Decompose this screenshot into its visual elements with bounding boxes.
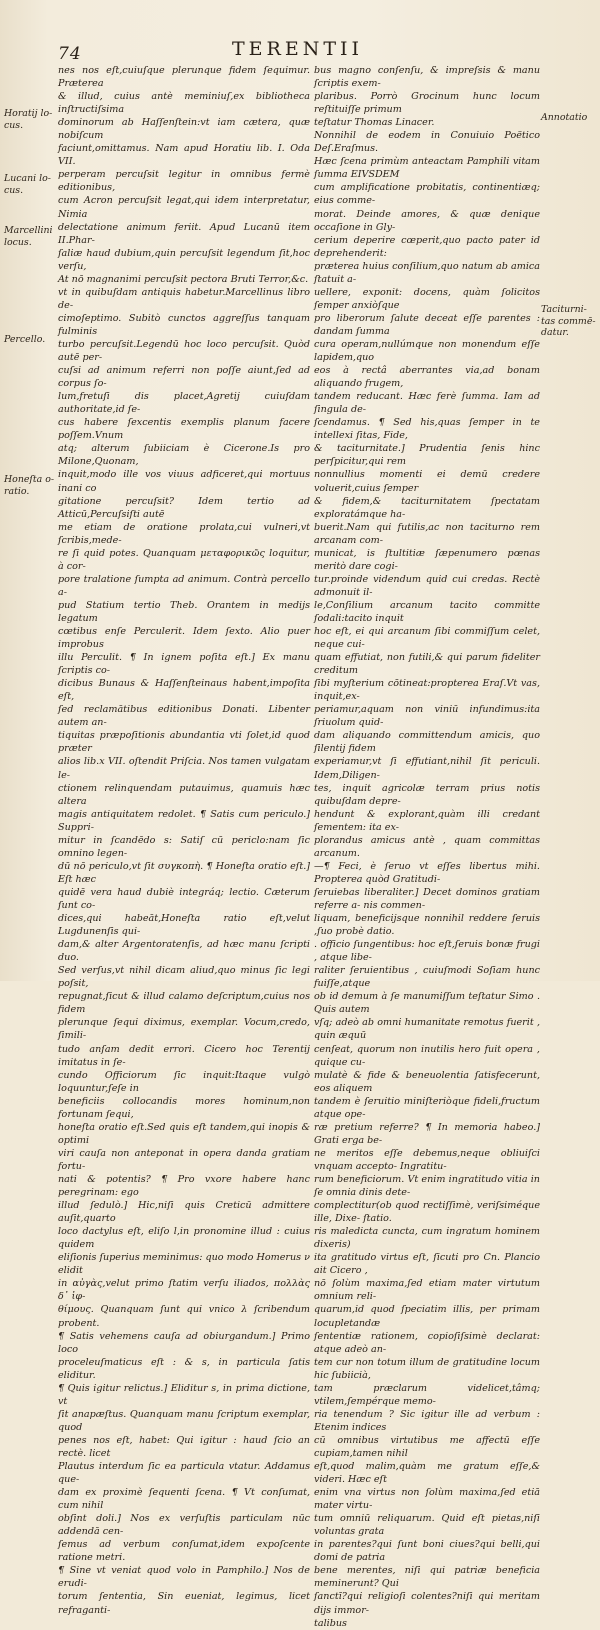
right-column-line: municat, is ſtultitiæ ſæpenumero pœnas meritò dare cogi- — [314, 547, 540, 572]
left-column-line: mitur in ſcandēdo s: Satiſ cū periclo:nam ſic omnino legen- — [58, 834, 310, 859]
right-column-line: liquam, beneficijsque nonnihil reddere ſeruis ,ſuo probè datio. — [314, 913, 540, 938]
right-column-line: præterea huius conſilium,quo natum ab amica ſtatuit a- — [314, 260, 540, 285]
left-column-line: cœtibus enſe Perculerit. Idem ſexto. Alio puer improbus — [58, 626, 310, 651]
margin-note-lucanus: Lucani lo- cus. — [4, 173, 51, 196]
left-column-line: ſemus ad verbum conſumat,idem expoſcente ratione metri. — [58, 1539, 310, 1564]
right-column-line: ria tenendum ? Sic igitur ille ad verbum : Etenim indices — [314, 1408, 540, 1433]
left-column-line: me etiam de oratione prolata,cui vulneri,vt ſcribis,mede- — [58, 521, 310, 546]
right-column-line: tes, inquit agricolæ terram prius notis quibuſdam depre- — [314, 782, 540, 807]
right-column-line: & fidem,& taciturnitatem ſpectatam exploratámque ha- — [314, 495, 540, 520]
left-column-line: dam ex proximè ſequenti ſcena. ¶ Vt conſumat, cum nihil — [58, 1487, 310, 1512]
left-column-line: & illud, cuius antè meminiuſ,ex bibliotheca inſtructiſsima — [58, 91, 310, 116]
right-column-line: mulatè & fide & beneuolentia ſatisfecerunt, eos aliquem — [314, 1069, 540, 1094]
left-column-line: dam,& alter Argentoratenſis, ad hæc manu ſcripti duo. — [58, 939, 310, 964]
right-column-line: ob id demum à ſe manumiſſum teſtatur Simo . Quis autem — [314, 991, 540, 1016]
left-column-line: re ſi quid potes. Quanquam μεταφορικῶς loquitur, à cor- — [58, 547, 310, 572]
right-column-line: cū omnibus virtutibus me affectū eſſe cupiam,tamen nihil — [314, 1434, 540, 1459]
left-column-line: delectatione animum feriit. Apud Lucanū item II.Phar- — [58, 221, 310, 246]
right-column-line: teſtatur Thomas Linacer. — [314, 117, 435, 129]
left-column-line: cundo Officiorum ſic inquit:Itaque vulgò loquuntur,ſeſe in — [58, 1069, 310, 1094]
left-column-line: magis antiquitatem redolet. ¶ Satis cum periculo.] Suppri- — [58, 808, 310, 833]
left-column-line: proceleuſmaticus eſt : & s, in particula ſatis eliditur. — [58, 1356, 310, 1381]
right-column-line: quarum,id quod ſpeciatim illis, per primam locupletandæ — [314, 1304, 540, 1329]
right-text-column — [314, 64, 540, 1630]
left-column-line: cum Acron percuſsit legat,qui idem interpretatur, Nimia — [58, 195, 310, 220]
margin-note-annotatio: Annotatio — [541, 112, 588, 123]
right-column-line: rum beneficiorum. Vt enim ingratitudo vitia in ſe omnia dinis dete- — [314, 1173, 540, 1199]
left-column-line: inquit,modo ille vos viuus adficeret,qui mortuus inani co — [58, 469, 310, 494]
left-column-line: ſit anapæſtus. Quanquam manu ſcriptum exemplar, quod — [58, 1408, 310, 1433]
margin-note-horatius: Horatij lo- cus. — [4, 108, 53, 131]
right-column-line: enim vna virtus non ſolùm maxima,ſed etiā mater virtu- — [314, 1487, 540, 1512]
left-column-line: turbo percuſsit.Legendū hoc loco percuſsit. Quòd autē per- — [58, 338, 310, 364]
right-column-line: tum omniū reliquarum. Quid eſt pietas,niſi voluntas grata — [314, 1513, 540, 1538]
right-column-line: ſibi myſterium cōtineat:propterea Eraſ.Vt vas, inquit,ex- — [314, 678, 540, 703]
left-column-line: Plautus interdum ſic ea particula vtatur. Addamus que- — [58, 1461, 310, 1486]
left-column-line: repugnat,ſicut & illud calamo deſcriptum,cuius nos fidem — [58, 991, 310, 1016]
right-column-line: uellere, exponit: docens, quàm ſolicitos ſemper anxiòſque — [314, 286, 540, 311]
right-column-line: buerit.Nam qui futilis,ac non taciturno rem arcanam com- — [314, 521, 540, 546]
left-column-line: honeſta oratio eſt.Sed quis eſt tandem,qui inopis & optimi — [58, 1121, 310, 1146]
right-column-line: morat. Deinde amores, & quæ denique occaſione in Gly- — [314, 208, 540, 233]
left-column-line: torum ſententia, Sin eueniat, legimus, licet refraganti- — [58, 1591, 310, 1616]
left-column-line: lum,fretuſi dis placet,Agretij cuiuſdam authoritate,id ſe- — [58, 391, 310, 416]
left-column-line: tudo anſam dedit errori. Cicero hoc Terentij imitatus in ſe- — [58, 1043, 310, 1068]
right-column-line: hoc eſt, ei qui arcanum ſibi commiſſum celet, neque cui- — [314, 626, 540, 651]
right-column-line: tandem è ſeruitio miniſteriòque fideli,fructum atque ope- — [314, 1095, 540, 1120]
left-column-line: cus habere ſexcentis exemplis planum facere poſſem.Vnum — [58, 417, 310, 442]
left-column-line: plerunque ſequi diximus, exemplar. Vocum,credo, ſimili- — [58, 1017, 310, 1042]
left-column-line: viri cauſa non anteponat in opera danda gratiam fortu- — [58, 1147, 310, 1172]
right-column-line: nonnullius momenti ei demū credere voluerit,cuius ſemper — [314, 469, 540, 494]
left-column-line: in αὐγὰς,velut primo ſtatim verſu iliados, πολλὰς δ᾽ ἰφ- — [58, 1278, 310, 1303]
right-column-line: ræ pretium referre? ¶ In memoria habeo.] Grati erga be- — [314, 1121, 540, 1146]
right-column-line: Hæc ſcena primùm anteactam Pamphili vitam ſumma EIVSDEM — [314, 156, 540, 181]
right-column-line: le,Conſilium arcanum tacito committe ſodali:tacito inquit — [314, 599, 540, 624]
right-column-line: eos à rectâ aberrantes via,ad bonam aliquando frugem, — [314, 365, 540, 390]
right-column-line: tam præclarum videlicet,tâmq; vtilem,ſempérque memo- — [314, 1382, 540, 1407]
right-column-line: cerium deperire cœperit,quo pacto pater id deprehenderit: — [314, 234, 540, 259]
right-column-line: dam aliquando committendum amicis, quo ſilentij fidem — [314, 730, 540, 755]
right-column-line: tandem reducant. Hæc ferè ſumma. Iam ad ſingula de- — [314, 391, 540, 416]
left-column-line: nati & potentis? ¶ Pro vxore habere hanc peregrinam: ego — [58, 1173, 310, 1199]
left-column-line: ctionem relinquendam putauimus, quamuis hæc altera — [58, 782, 310, 807]
left-column-line: beneficiis collocandis mores hominum,non fortunam ſequi, — [58, 1095, 310, 1120]
left-column-line: cuſsi ad animum referri non poſſe aiunt,ſed ad corpus ſo- — [58, 365, 310, 390]
margin-note-percello: Percello. — [4, 334, 46, 345]
left-column-line: atq; alterum ſubiiciam è Cicerone.Is pro Milone,Quonam, — [58, 443, 310, 468]
margin-note-marcellinus: Marcellini locus. — [4, 225, 53, 248]
right-column-line: in parentes?qui ſunt boni ciues?qui belli,qui domi de patria — [314, 1539, 540, 1564]
left-column-line: dices,qui habeāt,Honeſta ratio eſt,velut Lugdunenſis qui- — [58, 913, 310, 938]
left-column-line: vt in quibuſdam antiquis habetur.Marcellinus libro de- — [58, 286, 310, 311]
right-column-line: ſcendamus. ¶ Sed his,quas ſemper in te intellexi ſitas, Fide, — [314, 417, 540, 442]
right-column-line: ris maledicta cuncta, cum ingratum hominem dixeris) — [314, 1226, 540, 1251]
left-column-line: At nō magnanimi percuſsit pectora Bruti Terror,&c. — [58, 273, 309, 285]
left-column-line: loco dactylus eſt, eliſo l,in pronomine illud : cuius quidem — [58, 1226, 310, 1251]
right-column-line: plaribus. Porrò Grocinum hunc locum reſtituiſſe primum — [314, 91, 540, 116]
running-head: TERENTII — [232, 38, 364, 60]
left-column-line: ¶ Satis vehemens cauſa ad obiurgandum.] Primo loco — [58, 1330, 310, 1355]
right-column-line: pro liberorum ſalute deceat eſſe parentes : dandam ſumma — [314, 312, 540, 337]
right-column-line: cum amplificatione probitatis, continentiæq; eius comme- — [314, 182, 540, 207]
left-column-line: faciunt,omittamus. Nam apud Horatiu lib. I. Oda VII. — [58, 143, 310, 168]
left-column-line: dominorum ab Haſſenſtein:vt iam cætera, quæ nobiſcum — [58, 117, 310, 142]
left-column-line: pud Statium tertio Theb. Orantem in medijs legatum — [58, 599, 310, 624]
right-column-line: cenſeat, quorum non inutilis hero fuit opera , quique cu- — [314, 1043, 540, 1068]
right-column-line: tem cur non totum illum de gratitudine locum hic ſubiicià, — [314, 1356, 540, 1381]
right-column-line: ita gratitudo virtus eſt, ſicuti pro Cn. Plancio ait Cicero , — [314, 1252, 540, 1277]
right-column-line: hendunt & explorant,quàm illi credant ſementem: ita ex- — [314, 808, 540, 833]
right-column-line: ſeruiebas liberaliter.] Decet dominos gratiam referre a- nis commen- — [314, 886, 540, 911]
left-column-line: dicibus Bunaus & Haſſenſteinaus habent,impoſita eſt, — [58, 678, 310, 703]
right-column-line: plorandus amicus antè , quam committas arcanum. — [314, 834, 540, 859]
right-column-line: ſententiæ rationem, copioſiſsimè declarat: atque adeò an- — [314, 1330, 540, 1355]
right-column-line: raliter ſeruientibus , cuiuſmodi Soſiam hunc fuiſſe,atque — [314, 965, 540, 990]
left-column-line: tiquitas præpoſitionis abundantia vti ſolet,id quod præter — [58, 730, 310, 755]
right-column-line: ſanctī?qui religioſi colentes?niſi qui meritam dijs immor- — [314, 1591, 540, 1616]
left-column-line: penes nos eſt, habet: Qui igitur : haud ſcio an rectè. licet — [58, 1434, 310, 1459]
right-column-line: eſt,quod malim,quàm me gratum eſſe,& videri. Hæc eſt — [314, 1461, 540, 1486]
right-column-line: cura operam,nullúmque non monendum eſſe lapidem,quo — [314, 338, 540, 364]
left-text-column — [58, 64, 310, 1617]
right-column-line: complectitur(ob quod rectiſſimè, veriſsiméque ille, Dixe- ſtatio. — [314, 1200, 540, 1225]
left-column-line: Sed verſus,vt nihil dicam aliud,quo minus ſic legi poſsit, — [58, 965, 310, 990]
left-column-line: perperam percuſsit legitur in omnibus fermè editionibus, — [58, 169, 310, 194]
right-column-line: talibus — [314, 1617, 347, 1629]
right-column-line: tur.proinde videndum quid cui credas. Rectè admonuit il- — [314, 573, 540, 598]
left-column-line: illud ſedulò.] Hic,niſi quis Creticū admittere auſit,quarto — [58, 1200, 310, 1225]
left-column-line: θίμους. Quanquam ſunt qui vnico λ ſcribendum probent. — [58, 1304, 310, 1329]
left-column-line: ſed reclamātibus editionibus Donati. Libenter autem an- — [58, 704, 310, 729]
right-column-line: bene merentes, niſi qui patriæ beneficia meminerunt? Qui — [314, 1565, 540, 1590]
left-column-line: illu Perculit. ¶ In ignem poſita eſt.] Ex manu ſcriptis co- — [58, 652, 310, 677]
left-column-line: quidē vera haud dubiè integráq; lectio. Cæterum ſunt co- — [58, 886, 310, 911]
page-number: 74 — [58, 44, 82, 64]
left-column-line: eliſionis ſuperius meminimus: quo modo Homerus ν elidit — [58, 1252, 310, 1277]
left-column-line: dū nō periculo,vt ſit συγκοπὴ. ¶ Honeſta oratio eſt.] Eſt hæc — [58, 860, 310, 885]
left-column-line: ¶ Quis igitur relictus.] Eliditur s, in prima dictione, vt — [58, 1382, 310, 1407]
left-column-line: gitatione percuſsit? Idem tertio ad Atticū,Percuſsiſti autē — [58, 495, 310, 520]
left-column-line: ¶ Sine vt veniat quod volo in Pamphilo.] Nos de erudi- — [58, 1565, 310, 1590]
right-column-line: . officio ſungentibus: hoc eſt,ſeruis bonæ frugi , atque libe- — [314, 939, 540, 964]
margin-note-taciturnitas: Taciturni- tas commē- datur. — [541, 304, 596, 338]
right-column-line: vſq; adeò ab omni humanitate remotus fuerit , quin æquū — [314, 1017, 540, 1042]
right-column-line: bus magno conſenſu, & impreſsis & manu ſcriptis exem- — [314, 65, 540, 90]
right-column-line: periamur,aquam non viniū infundimus:ita ſriuolum quid- — [314, 704, 540, 729]
right-column-line: Nonnihil de eodem in Conuiuio Poëtico Deſ.Eraſmus. — [314, 130, 540, 155]
left-column-line: ſaliæ haud dubium,quin percuſsit legendum ſit,hoc verſu, — [58, 247, 310, 272]
left-column-line: obſint doli.] Nos ex verſuſtis particulam nūc addendā cen- — [58, 1513, 310, 1538]
right-column-line: experiamur,vt ſi effutiant,nihil ſit periculi. Idem,Diligen- — [314, 756, 540, 781]
left-column-line: pore tralatione ſumpta ad animum. Contrà percello a- — [58, 573, 310, 598]
right-column-line: —¶ Feci, è ſeruo vt eſſes libertus mihi. Propterea quòd Gratitudi- — [314, 860, 540, 885]
left-column-line: nes nos eſt,cuiuſque plerunque fidem ſequimur. Præterea — [58, 65, 310, 90]
left-column-line: cimoſeptimo. Subitò cunctos aggreſſus tanquam fulminis — [58, 312, 310, 337]
right-column-line: nō ſolùm maxima,ſed etiam mater virtutum omnium reli- — [314, 1278, 540, 1303]
left-column-line: alios lib.x VII. oſtendit Priſcia. Nos tamen vulgatam le- — [58, 756, 310, 781]
right-column-line: quam effutiat, non futili,& qui parum fideliter creditum — [314, 652, 540, 677]
right-column-line: ne meritos eſſe debemus,neque obliuiſci vnquam accepto- Ingratitu- — [314, 1147, 540, 1172]
margin-note-honesta: Honeſta o- ratio. — [4, 474, 55, 497]
right-column-line: & taciturnitate.] Prudentia ſenis hinc perſpicitur,qui rem — [314, 443, 540, 468]
